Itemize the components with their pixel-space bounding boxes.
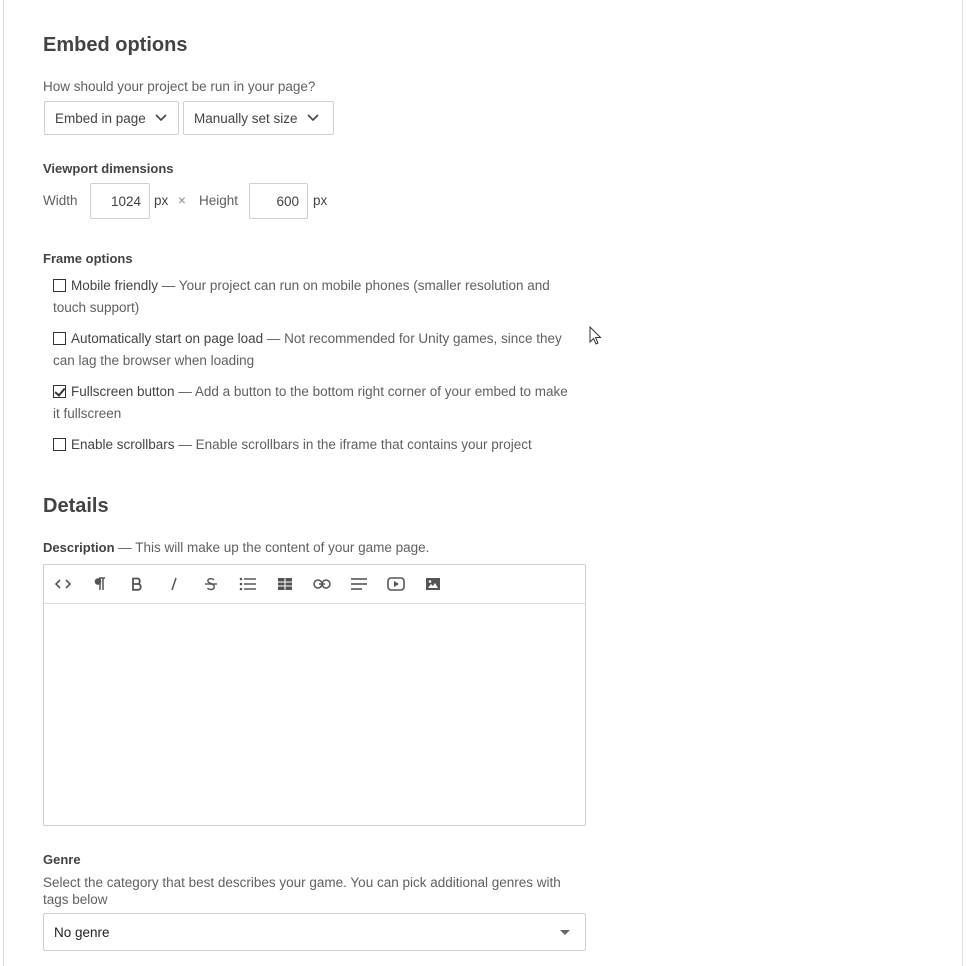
genre-value: No genre (54, 924, 110, 940)
bullet-list-icon[interactable] (229, 565, 266, 603)
option-desc: — Your project can run on mobile phones (smaller resolution and touch support) (53, 278, 550, 315)
embed-question: How should your project be run in your page? (43, 79, 316, 94)
option-desc: — Enable scrollbars in the iframe that contains your project (174, 437, 532, 452)
description-editor (43, 564, 586, 826)
size-mode-select[interactable] (183, 101, 334, 135)
option-name: Fullscreen button (71, 384, 175, 399)
chevron-down-icon (306, 111, 320, 125)
option-desc: — Not recommended for Unity games, since they can lag the browser when loading (53, 331, 562, 368)
chevron-down-icon (154, 111, 168, 125)
genre-heading: Genre (43, 852, 81, 867)
viewport-heading: Viewport dimensions (43, 161, 174, 176)
description-label: Description (43, 540, 115, 555)
genre-hint: Select the category that best describes your game. You can pick additional genres with tags below (43, 875, 561, 907)
bold-icon[interactable] (118, 565, 155, 603)
width-unit: px (154, 193, 169, 208)
height-unit: px (313, 193, 328, 208)
mouse-cursor-icon (589, 326, 603, 346)
link-icon[interactable] (303, 565, 340, 603)
embed-options-heading: Embed options (43, 34, 188, 56)
scrollbars-checkbox[interactable] (53, 438, 66, 451)
description-hint: — This will make up the content of your game page. (114, 540, 430, 555)
image-icon[interactable] (414, 565, 451, 603)
option-fullscreen (53, 381, 573, 425)
option-desc: — Add a button to the bottom right corner of your embed to make it fullscreen (53, 384, 568, 421)
caret-down-icon (559, 929, 571, 937)
paragraph-icon[interactable] (81, 565, 118, 603)
frame-options-heading: Frame options (43, 251, 133, 266)
option-autostart (53, 328, 573, 372)
description-label-row (43, 540, 429, 555)
fullscreen-checkbox[interactable] (53, 385, 66, 398)
page (3, 0, 963, 966)
option-name: Enable scrollbars (71, 437, 175, 452)
height-input[interactable] (249, 183, 308, 219)
run-mode-select[interactable] (44, 101, 179, 135)
run-mode-value: Embed in page (55, 110, 146, 126)
option-scrollbars (53, 434, 573, 456)
width-label: Width (43, 193, 78, 208)
editor-toolbar (44, 565, 585, 604)
autostart-checkbox[interactable] (53, 332, 66, 345)
code-icon[interactable] (44, 565, 81, 603)
italic-icon[interactable] (155, 565, 192, 603)
video-icon[interactable] (377, 565, 414, 603)
option-mobile-friendly (53, 275, 573, 319)
table-icon[interactable] (266, 565, 303, 603)
times-sign: × (178, 193, 186, 208)
genre-select[interactable] (43, 913, 586, 951)
width-input[interactable] (90, 183, 150, 219)
editor-content-area[interactable] (44, 604, 585, 826)
option-name: Automatically start on page load (71, 331, 264, 346)
align-icon[interactable] (340, 565, 377, 603)
mobile-friendly-checkbox[interactable] (53, 279, 66, 292)
strikethrough-icon[interactable] (192, 565, 229, 603)
option-name: Mobile friendly (71, 278, 159, 293)
size-mode-value: Manually set size (194, 110, 298, 126)
details-heading: Details (43, 495, 109, 517)
height-label: Height (199, 193, 239, 208)
